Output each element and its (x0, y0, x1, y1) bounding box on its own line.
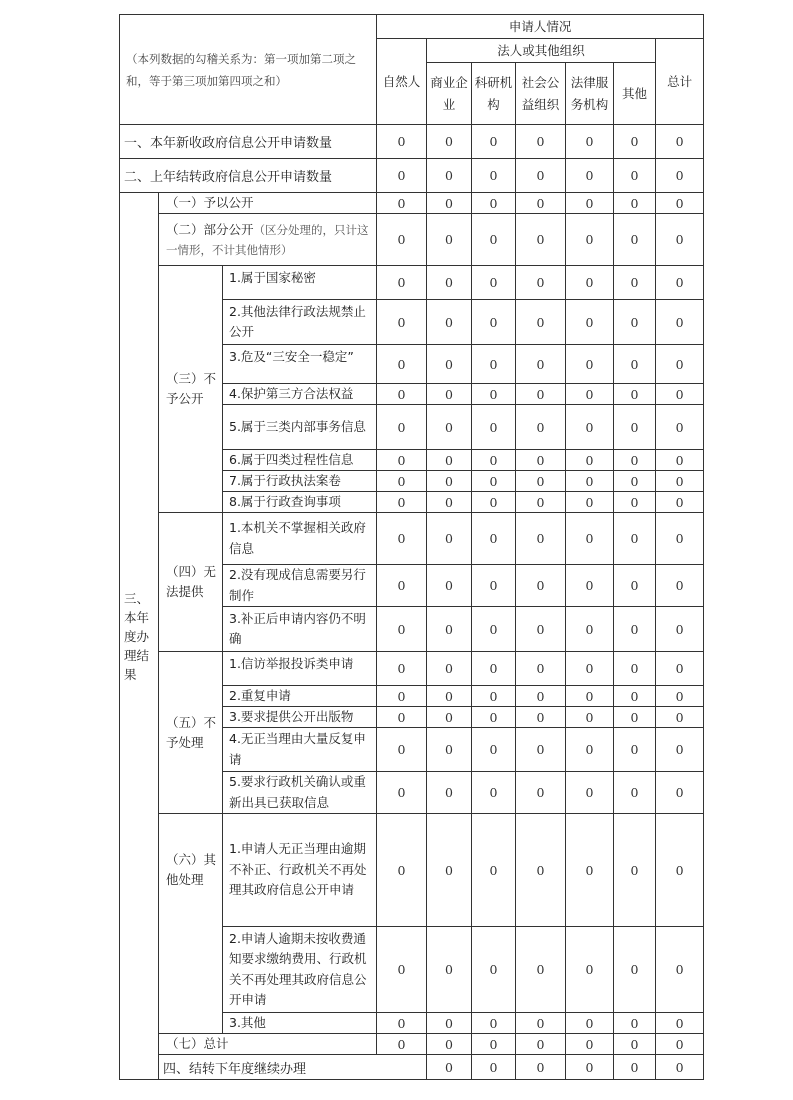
row-new-requests (120, 125, 704, 159)
value-cell: 0 (614, 193, 656, 214)
row-label: 5.要求行政机关确认或重新出具已获取信息 (223, 772, 377, 814)
value-cell: 0 (377, 125, 427, 159)
row-label: 1.本机关不掌握相关政府信息 (223, 513, 377, 565)
value-cell: 0 (566, 345, 614, 384)
value-cell: 0 (377, 450, 427, 471)
value-cell: 0 (516, 1013, 566, 1034)
value-cell: 0 (656, 266, 704, 300)
value-cell: 0 (614, 652, 656, 686)
value-cell: 0 (427, 384, 472, 405)
value-cell: 0 (656, 927, 704, 1013)
value-cell: 0 (472, 300, 516, 345)
value-cell: 0 (377, 607, 427, 652)
value-cell: 0 (656, 686, 704, 707)
value-cell: 0 (377, 193, 427, 214)
row-label (159, 214, 377, 266)
value-cell: 0 (472, 1013, 516, 1034)
group-unable-provide-label: （四）无法提供 (159, 513, 223, 652)
value-cell: 0 (656, 384, 704, 405)
value-cell: 0 (614, 1013, 656, 1034)
value-cell: 0 (614, 814, 656, 927)
value-cell: 0 (427, 814, 472, 927)
value-cell: 0 (656, 345, 704, 384)
value-cell: 0 (516, 471, 566, 492)
business-header: 商业企业 (427, 63, 472, 125)
value-cell: 0 (427, 728, 472, 772)
row-not-held (120, 513, 704, 565)
value-cell: 0 (472, 686, 516, 707)
row-label: 3.补正后申请内容仍不明确 (223, 607, 377, 652)
value-cell: 0 (566, 193, 614, 214)
row-label: 四、结转下年度继续办理 (159, 1055, 427, 1080)
value-cell: 0 (516, 607, 566, 652)
value-cell: 0 (472, 450, 516, 471)
value-cell: 0 (377, 214, 427, 266)
row-label: 8.属于行政查询事项 (223, 492, 377, 513)
row-label: 2.其他法律行政法规禁止公开 (223, 300, 377, 345)
value-cell: 0 (566, 405, 614, 450)
row-disclosed (120, 193, 704, 214)
group-other-processing-label: （六）其他处理 (159, 814, 223, 1034)
value-cell: 0 (614, 300, 656, 345)
value-cell: 0 (566, 1013, 614, 1034)
value-cell: 0 (566, 565, 614, 607)
value-cell: 0 (656, 1055, 704, 1080)
value-cell: 0 (656, 125, 704, 159)
value-cell: 0 (566, 471, 614, 492)
value-cell: 0 (656, 772, 704, 814)
row-partially-disclosed (120, 214, 704, 266)
legal-org-header: 法人或其他组织 (427, 39, 656, 63)
value-cell: 0 (566, 159, 614, 193)
value-cell: 0 (656, 450, 704, 471)
row-label: 1.属于国家秘密 (223, 266, 377, 300)
value-cell: 0 (427, 513, 472, 565)
value-cell: 0 (377, 1013, 427, 1034)
value-cell: 0 (614, 1055, 656, 1080)
row-label: 1.申请人无正当理由逾期不补正、行政机关不再处理其政府信息公开申请 (223, 814, 377, 927)
value-cell: 0 (614, 728, 656, 772)
value-cell: 0 (472, 384, 516, 405)
value-cell: 0 (566, 772, 614, 814)
value-cell: 0 (472, 266, 516, 300)
row-label: 2.申请人逾期未按收费通知要求缴纳费用、行政机关不再处理其政府信息公开申请 (223, 927, 377, 1013)
value-cell: 0 (656, 193, 704, 214)
value-cell: 0 (427, 565, 472, 607)
value-cell: 0 (472, 565, 516, 607)
value-cell: 0 (614, 159, 656, 193)
value-cell: 0 (614, 384, 656, 405)
value-cell: 0 (377, 345, 427, 384)
applicant-status-header: 申请人情况 (377, 15, 704, 39)
value-cell: 0 (377, 266, 427, 300)
section-3-label: 三、本年度办理结果 (120, 193, 159, 1080)
value-cell: 0 (614, 450, 656, 471)
value-cell: 0 (516, 1055, 566, 1080)
value-cell: 0 (377, 300, 427, 345)
value-cell: 0 (377, 471, 427, 492)
value-cell: 0 (472, 814, 516, 927)
value-cell: 0 (516, 772, 566, 814)
value-cell: 0 (427, 266, 472, 300)
value-cell: 0 (614, 125, 656, 159)
value-cell: 0 (427, 159, 472, 193)
value-cell: 0 (472, 652, 516, 686)
value-cell: 0 (614, 345, 656, 384)
value-cell: 0 (377, 565, 427, 607)
value-cell: 0 (656, 565, 704, 607)
value-cell: 0 (472, 728, 516, 772)
value-cell: 0 (614, 1034, 656, 1055)
row-label: 4.无正当理由大量反复申请 (223, 728, 377, 772)
value-cell: 0 (516, 450, 566, 471)
row-label: （七）总计 (159, 1034, 377, 1055)
value-cell: 0 (377, 384, 427, 405)
value-cell: 0 (656, 492, 704, 513)
value-cell: 0 (516, 405, 566, 450)
value-cell: 0 (516, 728, 566, 772)
value-cell: 0 (472, 607, 516, 652)
value-cell: 0 (427, 686, 472, 707)
value-cell: 0 (377, 814, 427, 927)
value-cell: 0 (516, 159, 566, 193)
value-cell: 0 (614, 266, 656, 300)
value-cell: 0 (566, 652, 614, 686)
value-cell: 0 (377, 728, 427, 772)
value-cell: 0 (377, 1034, 427, 1055)
row-label: 一、本年新收政府信息公开申请数量 (120, 125, 377, 159)
value-cell: 0 (427, 1055, 472, 1080)
value-cell: 0 (377, 652, 427, 686)
value-cell: 0 (427, 125, 472, 159)
value-cell: 0 (656, 300, 704, 345)
value-cell: 0 (566, 814, 614, 927)
value-cell: 0 (656, 405, 704, 450)
value-cell: 0 (656, 214, 704, 266)
value-cell: 0 (427, 607, 472, 652)
value-cell: 0 (516, 1034, 566, 1055)
row-label: 二、上年结转政府信息公开申请数量 (120, 159, 377, 193)
value-cell: 0 (472, 492, 516, 513)
row-label: 2.重复申请 (223, 686, 377, 707)
value-cell: 0 (472, 214, 516, 266)
value-cell: 0 (472, 772, 516, 814)
value-cell: 0 (566, 300, 614, 345)
value-cell: 0 (566, 728, 614, 772)
value-cell: 0 (614, 927, 656, 1013)
row-label: 1.信访举报投诉类申请 (223, 652, 377, 686)
row-label: 3.要求提供公开出版物 (223, 707, 377, 728)
value-cell: 0 (472, 193, 516, 214)
value-cell: 0 (614, 772, 656, 814)
value-cell: 0 (377, 492, 427, 513)
value-cell: 0 (614, 214, 656, 266)
value-cell: 0 (656, 652, 704, 686)
value-cell: 0 (566, 266, 614, 300)
value-cell: 0 (516, 214, 566, 266)
partial-note: （区分处理的，只计这一情形，不计其他情形） (166, 222, 369, 257)
value-cell: 0 (656, 1013, 704, 1034)
value-cell: 0 (656, 471, 704, 492)
other-header: 其他 (614, 63, 656, 125)
value-cell: 0 (427, 707, 472, 728)
row-carry-forward (120, 1055, 704, 1080)
value-cell: 0 (427, 492, 472, 513)
value-cell: 0 (427, 1013, 472, 1034)
value-cell: 0 (377, 405, 427, 450)
social-header: 社会公益组织 (516, 63, 566, 125)
value-cell: 0 (656, 1034, 704, 1055)
row-label: （一）予以公开 (159, 193, 377, 214)
row-label: 3.其他 (223, 1013, 377, 1034)
value-cell: 0 (566, 214, 614, 266)
row-no-correction (120, 814, 704, 927)
value-cell: 0 (472, 707, 516, 728)
value-cell: 0 (516, 300, 566, 345)
row-petition (120, 652, 704, 686)
row-label: 3.危及“三安全一稳定” (223, 345, 377, 384)
value-cell: 0 (472, 159, 516, 193)
value-cell: 0 (516, 565, 566, 607)
value-cell: 0 (516, 125, 566, 159)
value-cell: 0 (516, 513, 566, 565)
value-cell: 0 (516, 345, 566, 384)
value-cell: 0 (472, 1055, 516, 1080)
row-label: 6.属于四类过程性信息 (223, 450, 377, 471)
value-cell: 0 (516, 384, 566, 405)
header-note: （本列数据的勾稽关系为：第一项加第二项之和，等于第三项加第四项之和） (120, 15, 377, 125)
value-cell: 0 (566, 707, 614, 728)
statistics-table (119, 14, 704, 1080)
value-cell: 0 (614, 513, 656, 565)
value-cell: 0 (427, 652, 472, 686)
value-cell: 0 (516, 927, 566, 1013)
value-cell: 0 (614, 492, 656, 513)
value-cell: 0 (614, 686, 656, 707)
row-state-secret (120, 266, 704, 300)
value-cell: 0 (427, 300, 472, 345)
value-cell: 0 (516, 707, 566, 728)
value-cell: 0 (377, 927, 427, 1013)
value-cell: 0 (472, 405, 516, 450)
row-section-total (120, 1034, 704, 1055)
value-cell: 0 (614, 405, 656, 450)
total-header: 总计 (656, 39, 704, 125)
value-cell: 0 (656, 814, 704, 927)
row-label: 7.属于行政执法案卷 (223, 471, 377, 492)
value-cell: 0 (516, 686, 566, 707)
row-label: 5.属于三类内部事务信息 (223, 405, 377, 450)
value-cell: 0 (614, 565, 656, 607)
value-cell: 0 (566, 927, 614, 1013)
value-cell: 0 (472, 513, 516, 565)
value-cell: 0 (377, 707, 427, 728)
value-cell: 0 (614, 707, 656, 728)
research-header: 科研机构 (472, 63, 516, 125)
value-cell: 0 (427, 405, 472, 450)
row-carried-over (120, 159, 704, 193)
value-cell: 0 (472, 927, 516, 1013)
value-cell: 0 (427, 214, 472, 266)
value-cell: 0 (377, 686, 427, 707)
value-cell: 0 (427, 1034, 472, 1055)
value-cell: 0 (427, 193, 472, 214)
value-cell: 0 (656, 513, 704, 565)
value-cell: 0 (566, 686, 614, 707)
value-cell: 0 (656, 728, 704, 772)
value-cell: 0 (377, 513, 427, 565)
value-cell: 0 (427, 471, 472, 492)
value-cell: 0 (427, 772, 472, 814)
value-cell: 0 (566, 607, 614, 652)
value-cell: 0 (566, 1034, 614, 1055)
row-label: 4.保护第三方合法权益 (223, 384, 377, 405)
row-label: 2.没有现成信息需要另行制作 (223, 565, 377, 607)
partial-label: （二）部分公开 (166, 221, 254, 237)
value-cell: 0 (516, 193, 566, 214)
value-cell: 0 (472, 345, 516, 384)
value-cell: 0 (427, 927, 472, 1013)
value-cell: 0 (472, 471, 516, 492)
value-cell: 0 (656, 707, 704, 728)
value-cell: 0 (427, 345, 472, 384)
value-cell: 0 (377, 159, 427, 193)
value-cell: 0 (614, 471, 656, 492)
value-cell: 0 (472, 125, 516, 159)
group-not-processed-label: （五）不予处理 (159, 652, 223, 814)
header-row-1 (120, 15, 704, 39)
value-cell: 0 (656, 607, 704, 652)
value-cell: 0 (516, 266, 566, 300)
natural-person-header: 自然人 (377, 39, 427, 125)
value-cell: 0 (472, 1034, 516, 1055)
value-cell: 0 (566, 1055, 614, 1080)
value-cell: 0 (516, 492, 566, 513)
value-cell: 0 (377, 772, 427, 814)
value-cell: 0 (656, 159, 704, 193)
value-cell: 0 (614, 607, 656, 652)
value-cell: 0 (566, 513, 614, 565)
value-cell: 0 (516, 814, 566, 927)
legal-service-header: 法律服务机构 (566, 63, 614, 125)
value-cell: 0 (566, 125, 614, 159)
value-cell: 0 (566, 492, 614, 513)
value-cell: 0 (516, 652, 566, 686)
value-cell: 0 (427, 450, 472, 471)
value-cell: 0 (566, 384, 614, 405)
value-cell: 0 (566, 450, 614, 471)
group-not-disclosed-label: （三）不予公开 (159, 266, 223, 513)
